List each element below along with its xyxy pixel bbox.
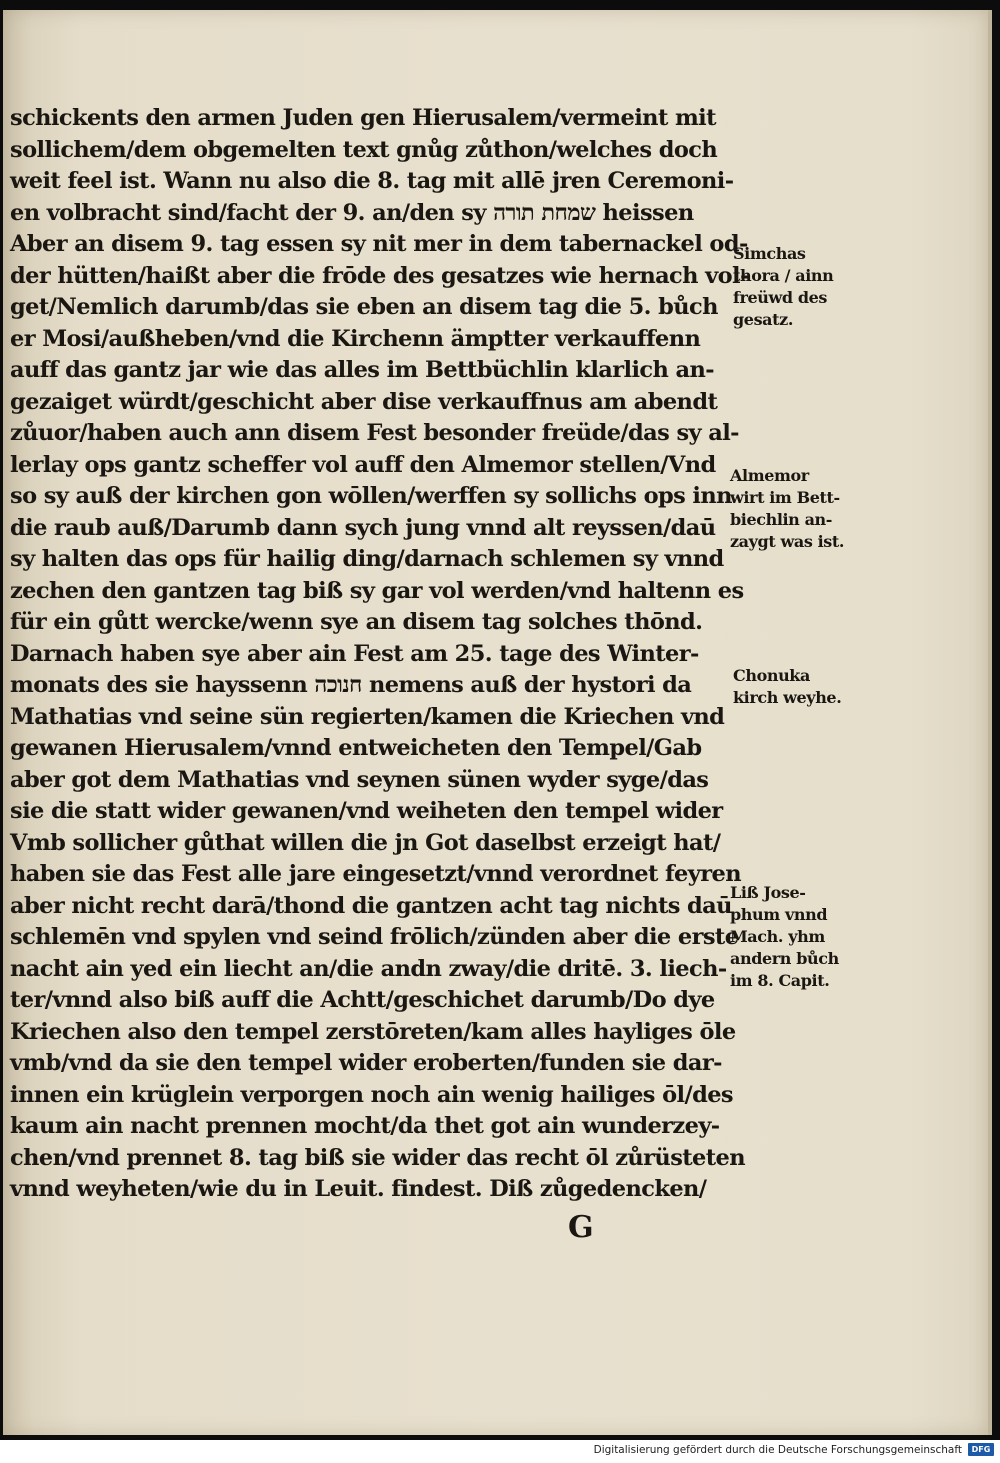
text-line: vmb/vnd da sie den tempel wider eroberten/funden sie dar- — [10, 1050, 722, 1076]
margin-note-line: gesatz. — [733, 310, 793, 329]
text-line: zůuor/haben auch ann disem Fest besonder freüde/das sy al- — [10, 420, 739, 446]
text-line: sie die statt wider gewanen/vnd weiheten den tempel wider — [10, 798, 723, 824]
text-line: haben sie das Fest alle jare eingesetzt/vnnd verordnet feyren — [10, 861, 741, 887]
text-line: so sy auß der kirchen gon wōllen/werffen sy sollichs ops inn — [10, 483, 732, 509]
text-line: Kriechen also den tempel zerstōreten/kam alles hayliges ōle — [10, 1018, 736, 1045]
margin-note-line: phum vnnd — [730, 905, 828, 924]
margin-note-joseph — [730, 882, 839, 992]
margin-note-line: zaygt was ist. — [730, 532, 845, 551]
margin-note-line: Simchas — [733, 244, 806, 263]
text-line: Mathatias vnd seine sün regierten/kamen die Kriechen vnd — [10, 703, 725, 730]
text-line: weit feel ist. Wann nu also die 8. tag mit allē jren Ceremoni- — [10, 168, 734, 194]
margin-note-line: Chonuka — [733, 666, 810, 685]
signature-mark: G — [568, 1210, 594, 1245]
text-line: innen ein krüglein verporgen noch ain wenig hailiges ōl/des — [10, 1081, 733, 1108]
margin-note-line: Almemor — [730, 466, 809, 485]
main-text-block — [10, 103, 749, 1206]
margin-note-line: Mach. yhm — [730, 927, 825, 946]
margin-note-line: andern bůch — [730, 949, 839, 968]
text-line: nacht ain yed ein liecht an/die andn zway/die dritē. 3. liech- — [10, 955, 727, 982]
text-line: die raub auß/Darumb dann sych jung vnnd alt reyssen/daū — [10, 514, 716, 541]
footer-bar — [0, 1440, 1000, 1463]
text-line: Vmb sollicher gůthat willen die jn Got daselbst erzeigt hat/ — [10, 829, 721, 856]
text-line: gewanen Hierusalem/vnnd entweicheten den Tempel/Gab — [10, 735, 702, 761]
dfg-logo-icon: DFG — [968, 1443, 994, 1456]
text-line: en volbracht sind/facht der 9. an/den sy שמחת תורה heissen — [10, 199, 694, 226]
text-line: schickents den armen Juden gen Hierusalem/vermeint mit — [10, 105, 716, 131]
margin-note-line: thora / ainn — [733, 266, 834, 285]
text-line: zechen den gantzen tag biß sy gar vol werden/vnd haltenn es — [10, 577, 744, 604]
margin-note-line: biechlin an- — [730, 510, 833, 529]
footer-credit: Digitalisierung gefördert durch die Deutsche Forschungsgemeinschaft — [593, 1444, 962, 1456]
text-line: vnnd weyheten/wie du in Leuit. findest. Diß zůgedencken/ — [10, 1176, 707, 1202]
margin-note-line: kirch weyhe. — [733, 688, 842, 707]
text-line: Aber an disem 9. tag essen sy nit mer in dem tabernackel od- — [10, 231, 748, 257]
text-line: gezaiget würdt/geschicht aber dise verkauffnus am abendt — [10, 388, 718, 415]
text-line: sy halten das ops für hailig ding/darnach schlemen sy vnnd — [10, 546, 724, 572]
text-line: der hütten/haißt aber die frōde des gesatzes wie hernach vol- — [10, 262, 749, 289]
text-line: get/Nemlich darumb/das sie eben an disem tag die 5. bůch — [10, 294, 718, 320]
margin-note-chonuka — [733, 665, 841, 709]
text-line: für ein gůtt wercke/wenn sye an disem tag solches thōnd. — [10, 609, 703, 635]
text-line: auff das gantz jar wie das alles im Bettbüchlin klarlich an- — [10, 357, 714, 383]
margin-note-simchas — [733, 243, 833, 331]
text-line: Darnach haben sye aber ain Fest am 25. tage des Winter- — [10, 640, 699, 667]
text-line: aber nicht recht darā/thond die gantzen acht tag nichts daū — [10, 892, 732, 919]
text-line: monats des sie hayssenn חנוכה nemens auß der hystori da — [10, 672, 692, 698]
margin-note-line: Liß Jose- — [730, 883, 806, 902]
margin-note-line: wirt im Bett- — [730, 488, 840, 507]
margin-note-line: freüwd des — [733, 288, 828, 307]
text-line: ter/vnnd also biß auff die Achtt/geschichet darumb/Do dye — [10, 987, 715, 1013]
text-line: chen/vnd prennet 8. tag biß sie wider das recht ōl zůrüsteten — [10, 1144, 746, 1171]
margin-note-line: im 8. Capit. — [730, 971, 830, 990]
margin-note-almemor — [730, 465, 844, 553]
text-line: aber got dem Mathatias vnd seynen sünen wyder syge/das — [10, 766, 709, 793]
text-line: lerlay ops gantz scheffer vol auff den Almemor stellen/Vnd — [10, 451, 716, 478]
text-line: kaum ain nacht prennen mocht/da thet got ain wunderzey- — [10, 1113, 720, 1139]
text-line: sollichem/dem obgemelten text gnůg zůthon/welches doch — [10, 136, 718, 163]
page-edge — [988, 10, 992, 1435]
text-line: er Mosi/außheben/vnd die Kirchenn ämptter verkauffenn — [10, 325, 701, 352]
text-line: schlemēn vnd spylen vnd seind frōlich/zünden aber die erste — [10, 924, 739, 950]
